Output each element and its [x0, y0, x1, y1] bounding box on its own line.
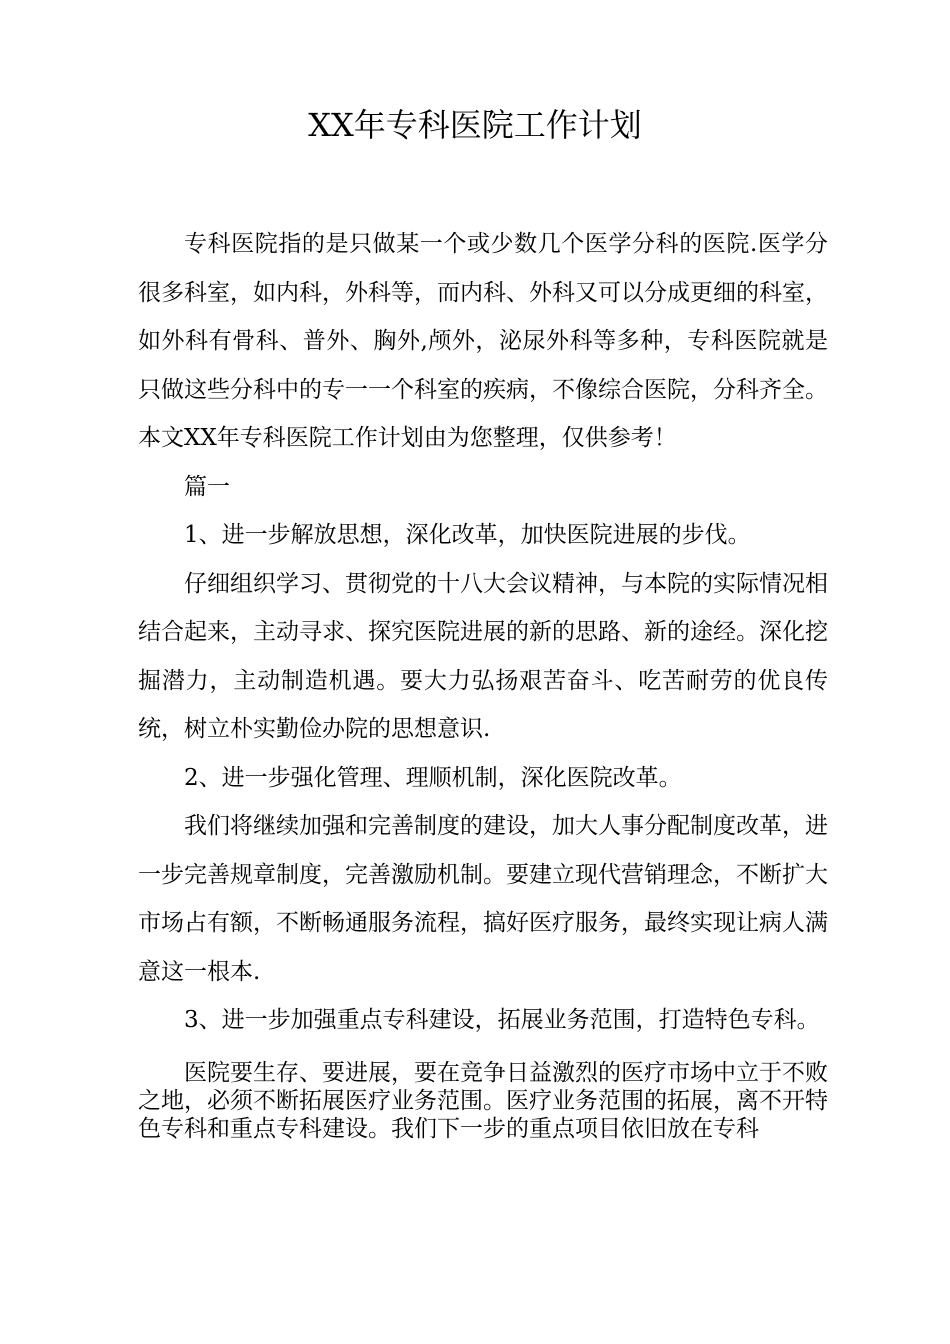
item-heading-3: 3、进一步加强重点专科建设，拓展业务范围，打造特色专科。	[184, 1007, 820, 1033]
document-body	[138, 220, 828, 1143]
paragraph-intro: 专科医院指的是只做某一个或少数几个医学分科的医院.医学分很多科室，如内科，外科等，而内科、外科又可以分成更细的科室，如外科有骨科、普外、胸外,颅外，泌尿外科等多种，专科医院就是只做这些分科中的专一一个科室的疾病，不像综合医院，分科齐全。本文XX年专科医院工作计划由为您整理，仅供参考！	[138, 231, 828, 451]
document-title: XX年专科医院工作计划	[308, 106, 642, 144]
item-heading-2: 2、进一步强化管理、理顺机制，深化医院改革。	[184, 764, 682, 791]
paragraph-item-3: 医院要生存、要进展，要在竞争日益激烈的医疗市场中立于不败之地，必须不断拓展医疗业务范围。医疗业务范围的拓展，离不开特色专科和重点专科建设。我们下一步的重点项目依旧放在专科	[138, 1059, 828, 1142]
section-heading-part-one: 篇一	[184, 473, 230, 500]
paragraph-item-2: 我们将继续加强和完善制度的建设，加大人事分配制度改革，进一步完善规章制度，完善激励机制。要建立现代营销理念，不断扩大市场占有额，不断畅通服务流程，搞好医疗服务，最终实现让病人满意这一根本.	[138, 813, 828, 985]
paragraph-item-1: 仔细组织学习、贯彻党的十八大会议精神，与本院的实际情况相结合起来，主动寻求、探究医院进展的新的思路、新的途经。深化挖掘潜力，主动制造机遇。要大力弘扬艰苦奋斗、吃苦耐劳的优良传统，树立朴实勤俭办院的思想意识.	[138, 570, 828, 742]
item-heading-1: 1、进一步解放思想，深化改革，加快医院进展的步伐。	[184, 522, 751, 548]
